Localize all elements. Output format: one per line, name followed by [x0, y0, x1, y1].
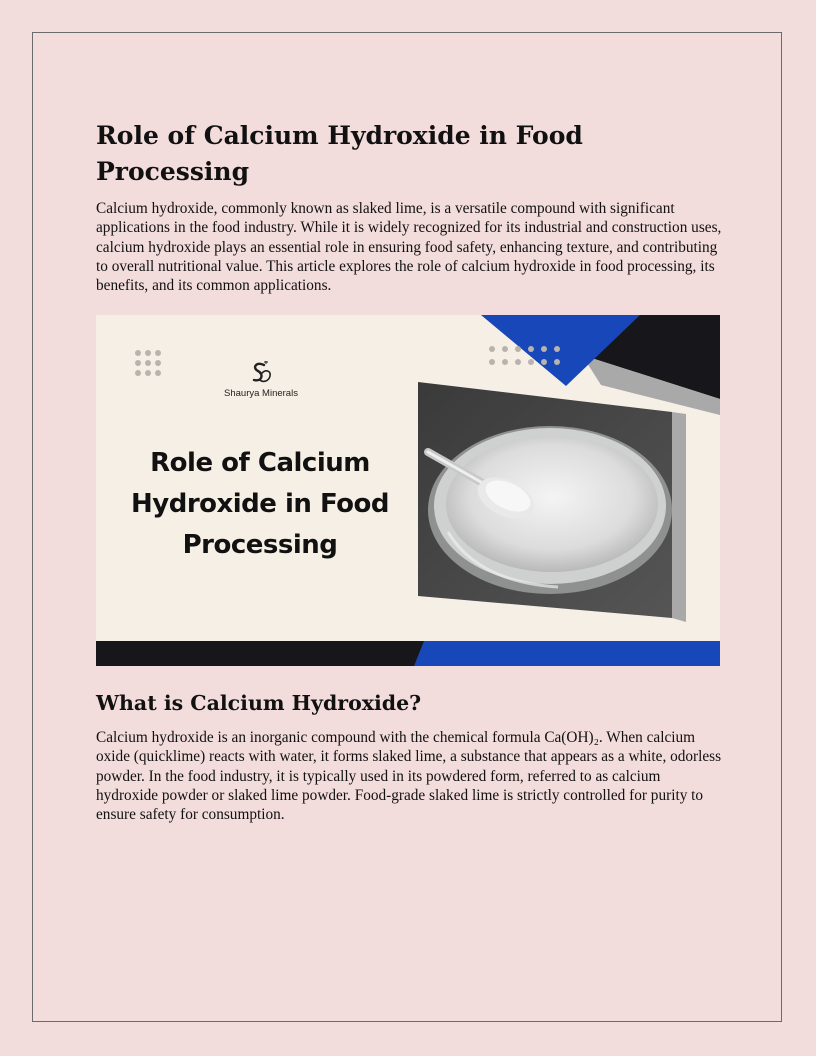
page-title: Role of Calcium Hydroxide in Food Processing: [96, 121, 583, 186]
banner-heading: Role of Calcium Hydroxide in Food Processing: [131, 448, 389, 560]
hero-banner: [96, 315, 720, 666]
intro-paragraph: Calcium hydroxide, commonly known as slaked lime, is a versatile compound with significant applications in the food industry. While it is widely recognized for its industrial and construction uses, calcium hydroxide plays an essential role in ensuring food safety, enhancing texture, and contributing to overall nutritional value. This article explores the role of calcium hydroxide in food processing, its benefits, and its common applications.: [96, 200, 722, 295]
decorative-dots-left: [135, 350, 161, 376]
logo-mark-icon: [244, 359, 278, 387]
decorative-dots-right: [489, 346, 560, 365]
calcium-hydroxide-powder-photo: [418, 382, 686, 622]
brand-name: Shaurya Minerals: [224, 388, 298, 399]
brand-logo: [216, 359, 306, 399]
section-paragraph: Calcium hydroxide is an inorganic compound with the chemical formula Ca(OH)₂. When calcium oxide (quicklime) reacts with water, it forms slaked lime, a substance that appears as a white, odorless powder. In the food industry, it is typically used in its powdered form, referred to as calcium hydroxide powder or slaked lime powder. Food-grade slaked lime is strictly controlled for purity to ensure safety for consumption.: [96, 729, 722, 824]
section-heading: What is Calcium Hydroxide?: [96, 691, 422, 715]
